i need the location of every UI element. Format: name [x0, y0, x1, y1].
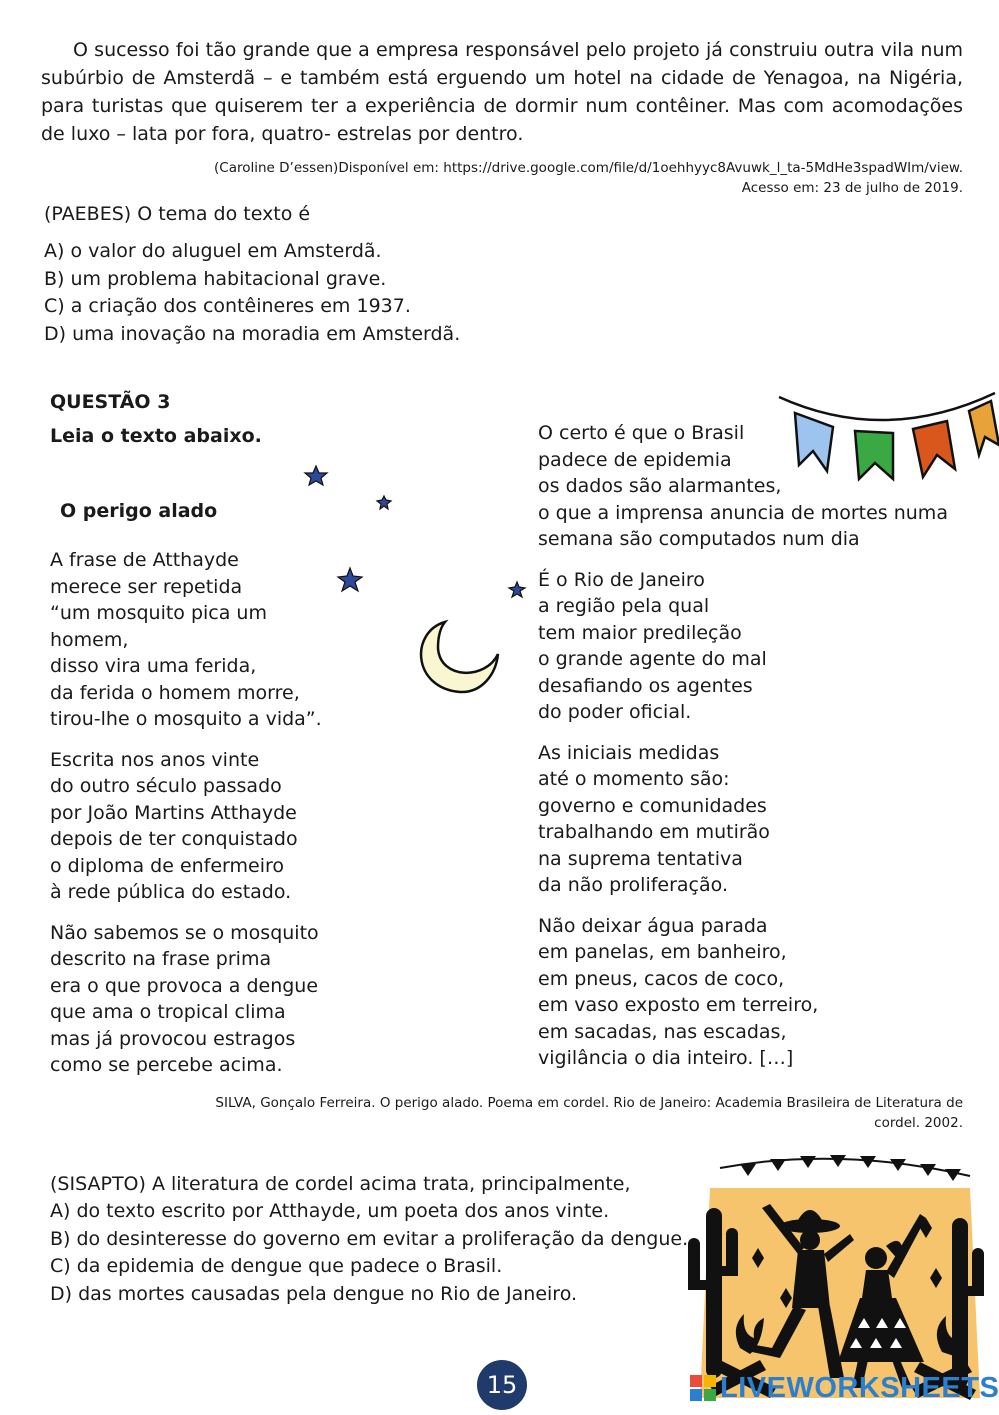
- poem-stanza: A frase de Atthayde merece ser repetida “um mosquito pica um homem, disso vira uma ferida, da ferida o homem morre, tirou-lhe o mosquito a vida”.: [50, 549, 322, 730]
- liveworksheets-watermark: LIVEWORKSHEETS: [720, 1372, 999, 1404]
- question3-heading: QUESTÃO 3: [50, 391, 171, 413]
- moon-icon: [421, 622, 498, 692]
- poem-stanza: Escrita nos anos vinte do outro século passado por João Martins Atthayde depois de ter conquistado o diploma de enfermeiro à rede pública do estado.: [50, 748, 298, 903]
- option-b[interactable]: B) do desinteresse do governo em evitar a proliferação da dengue.: [50, 1227, 689, 1250]
- star-icon: [377, 496, 391, 509]
- question3-prompt: (SISAPTO) A literatura de cordel acima trata, principalmente,: [50, 1173, 631, 1195]
- option-a[interactable]: A) do texto escrito por Atthayde, um poeta dos anos vinte.: [50, 1200, 610, 1222]
- poem-stanza: É o Rio de Janeiro a região pela qual tem maior predileção o grande agente do mal desafiando os agentes do poder oficial.: [538, 568, 767, 723]
- poem-stanza: O certo é que o Brasil padece de epidemia os dados são alarmantes, o que a imprensa anuncia de mortes numa semana são computados num dia: [538, 422, 948, 550]
- poem-stanza: As iniciais medidas até o momento são: governo e comunidades trabalhando em mutirão na suprema tentativa da não proliferação.: [538, 741, 770, 896]
- source-citation-1: [214, 158, 963, 198]
- option-c[interactable]: C) a criação dos contêineres em 1937.: [44, 295, 411, 317]
- question2-prompt: (PAEBES) O tema do texto é: [44, 203, 311, 225]
- star-icon: [509, 582, 525, 597]
- option-b[interactable]: B) um problema habitacional grave.: [44, 267, 387, 290]
- question3-options: [50, 1198, 688, 1308]
- poem-left-column: [50, 547, 350, 1079]
- poem-stanza: Não deixar água parada em panelas, em banheiro, em pneus, cacos de coco, em vaso exposto em terreiro, em sacadas, nas escadas, vigilância o dia inteiro. […]: [538, 914, 819, 1069]
- option-d[interactable]: D) das mortes causadas pela dengue no Rio de Janeiro.: [50, 1282, 578, 1305]
- page-number: 15: [477, 1360, 527, 1410]
- star-icon: [305, 466, 327, 485]
- poem-right-column: [538, 420, 958, 1072]
- option-d[interactable]: D) uma inovação na moradia em Amsterdã.: [44, 322, 461, 345]
- poem-title: O perigo alado: [60, 500, 218, 522]
- source-citation-line2: cordel. 2002.: [874, 1115, 963, 1131]
- source-citation-2: [63, 1093, 963, 1133]
- flag-amber: [969, 401, 999, 455]
- liveworksheets-logo-icon: [690, 1375, 716, 1401]
- question3-instruction: Leia o texto abaixo.: [50, 425, 262, 447]
- question2-options: [44, 238, 460, 348]
- source-citation-line1: SILVA, Gonçalo Ferreira. O perigo alado. Poema em cordel. Rio de Janeiro: Academia Brasileira de Literatura de: [215, 1095, 963, 1111]
- option-a[interactable]: A) o valor do aluguel em Amsterdã.: [44, 240, 382, 262]
- poem-stanza: Não sabemos se o mosquito descrito na frase prima era o que provoca a dengue que ama o tropical clima mas já provocou estragos como se percebe acima.: [50, 921, 319, 1076]
- source-citation-line1: (Caroline D’essen)Disponível em: https://drive.google.com/file/d/1oehhyyc8Avuwk_l_ta-5MdHe3spadWIm/view.: [214, 160, 963, 176]
- festa-junina-illustration: [680, 1148, 992, 1410]
- intro-paragraph: O sucesso foi tão grande que a empresa responsável pelo projeto já construiu outra vila num subúrbio de Amsterdã – e também está erguendo um hotel na cidade de Yenagoa, na Nigéria, para turistas que quiserem ter a experiência de dormir num contêiner. Mas com acomodações de luxo – lata por fora, quatro- estrelas por dentro.: [41, 39, 963, 145]
- source-citation-line2: Acesso em: 23 de julho de 2019.: [741, 180, 963, 196]
- option-c[interactable]: C) da epidemia de dengue que padece o Brasil.: [50, 1255, 503, 1277]
